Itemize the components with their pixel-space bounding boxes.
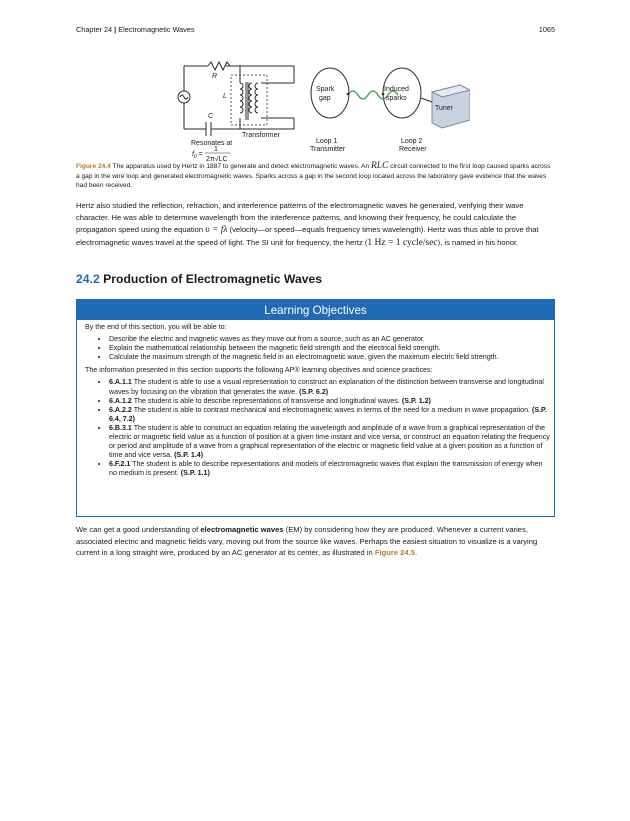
objectives-intro: By the end of this section, you will be able to: xyxy=(85,323,227,331)
label-induced: Induced xyxy=(384,86,409,93)
label-sparks: sparks xyxy=(386,95,407,102)
list-item: • 6.A.2.2 The student is able to contrast mechanical and electromagnetic waves in terms of the need for a medium in wave propagation. (S.P. 6.4, 7.2) xyxy=(109,406,554,424)
list-item: • 6.B.3.1 The student is able to construct an equation relating the wavelength and amplitude of a wave from a graphical representation of the electric or magnetic field value as a function of position at a given time instant and vice versa, or construct an equation relating the frequency or period and amplitude of a wave from a graphical representation of the electric or magnetic field value at a given position as a function of time and vice versa. (S.P. 1.4) xyxy=(109,424,554,460)
figure-24-5-link[interactable]: Figure 24.5 xyxy=(374,548,415,558)
label-loop1: Loop 1 xyxy=(316,138,338,145)
list-item: • 6.A.1.1 The student is able to use a visual representation to construct an explanation of the distinction between transverse and longitudinal waves by focusing on the vibration that generates the wave. (S.P. 6.2) xyxy=(109,378,554,396)
loop1-ellipse xyxy=(311,68,349,118)
hertz-apparatus-figure xyxy=(170,50,470,165)
label-r: R xyxy=(212,73,218,80)
label-fraction-denominator: 2π√LC xyxy=(206,156,228,163)
rlc-math: RLC xyxy=(370,161,389,171)
figure-label: Figure 24.4 xyxy=(76,163,111,170)
label-loop2: Loop 2 xyxy=(401,138,423,145)
learning-objectives-body xyxy=(77,320,554,479)
paragraph-em-waves: We can get a good understanding of electromagnetic waves (EM) by considering how they are produced. Whenever a current varies, associated electric and magnetic fields vary, moving out from the source like waves. Perhaps the easiest situation to visualize is a varying current in a long straight wire, produced by an AC generator at its center, as illustrated in Figure 24.5. xyxy=(76,525,538,558)
ap-intro: The information presented in this section supports the following AP® learning objectives and science practices: xyxy=(85,366,433,375)
learning-objectives-box xyxy=(76,299,555,517)
wave-equation: υ = fλ xyxy=(205,225,228,236)
label-l: L xyxy=(223,93,227,100)
ap-objectives-list xyxy=(85,378,554,478)
label-resonates: Resonates at xyxy=(191,140,233,147)
capacitor-symbol xyxy=(206,122,211,136)
paragraph-hertz: Hertz also studied the reflection, refraction, and interference patterns of the electromagnetic waves he generated, verifying their wave character. He was able to determine wavelength from the interference patterns, and knowing their frequency, he could calculate the propagation speed using the equation υ = fλ (velocity—or speed—equals frequency times wavelength). Hertz was thus able to prove that electromagnetic waves travel at the speed of light. The SI unit for frequency, the hertz (1 Hz = 1 cycle/sec), is named in his honor. xyxy=(76,201,539,248)
page-number: 1065 xyxy=(538,25,555,34)
circuit-diagram xyxy=(170,50,470,165)
list-item: • 6.F.2.1 The student is able to describe representations and models of electromagnetic waves that explain the transmission of energy when no medium is present. (S.P. 1.1) xyxy=(109,460,554,478)
label-gap: gap xyxy=(319,95,331,102)
label-fraction-numerator: 1 xyxy=(214,146,218,153)
list-item: • 6.A.1.2 The student is able to describe representations of transverse and longitudinal waves. (S.P. 1.2) xyxy=(109,397,554,406)
label-transformer: Transformer xyxy=(242,132,280,139)
list-item: • Describe the electric and magnetic waves as they move out from a source, such as an AC generator. xyxy=(109,335,554,344)
chapter-label: Chapter 24 | Electromagnetic Waves xyxy=(76,25,195,34)
section-title: Production of Electromagnetic Waves xyxy=(103,272,323,286)
label-tuner: Tuner xyxy=(435,105,454,112)
section-number: 24.2 xyxy=(76,272,100,286)
label-transmitter: Transmitter xyxy=(310,146,346,153)
label-receiver: Receiver xyxy=(399,146,427,153)
label-c: C xyxy=(208,113,214,120)
em-waves-term: electromagnetic waves xyxy=(200,525,284,534)
learning-objectives-title: Learning Objectives xyxy=(77,300,554,320)
list-item: • Calculate the maximum strength of the magnetic field in an electromagnetic wave, given the maximum electric field strength. xyxy=(109,353,554,362)
label-f0: $f_0$ = xyxy=(192,151,203,160)
section-heading xyxy=(76,272,322,286)
figure-caption: Figure 24.4 The apparatus used by Hertz in 1887 to generate and detect electromagnetic waves. An RLC circuit connected to the first loop caused sparks across a gap in the wire loop and generated electromagnetic waves. Sparks across a gap in the second loop located across the laboratory gave evidence that the waves had been received. xyxy=(76,161,551,189)
objectives-list xyxy=(85,335,554,362)
hertz-equation: 1 Hz = 1 cycle/sec xyxy=(367,237,438,248)
list-item: • Explain the mathematical relationship between the magnetic field strength and the electrical field strength. xyxy=(109,344,554,353)
label-spark: Spark xyxy=(316,86,335,93)
